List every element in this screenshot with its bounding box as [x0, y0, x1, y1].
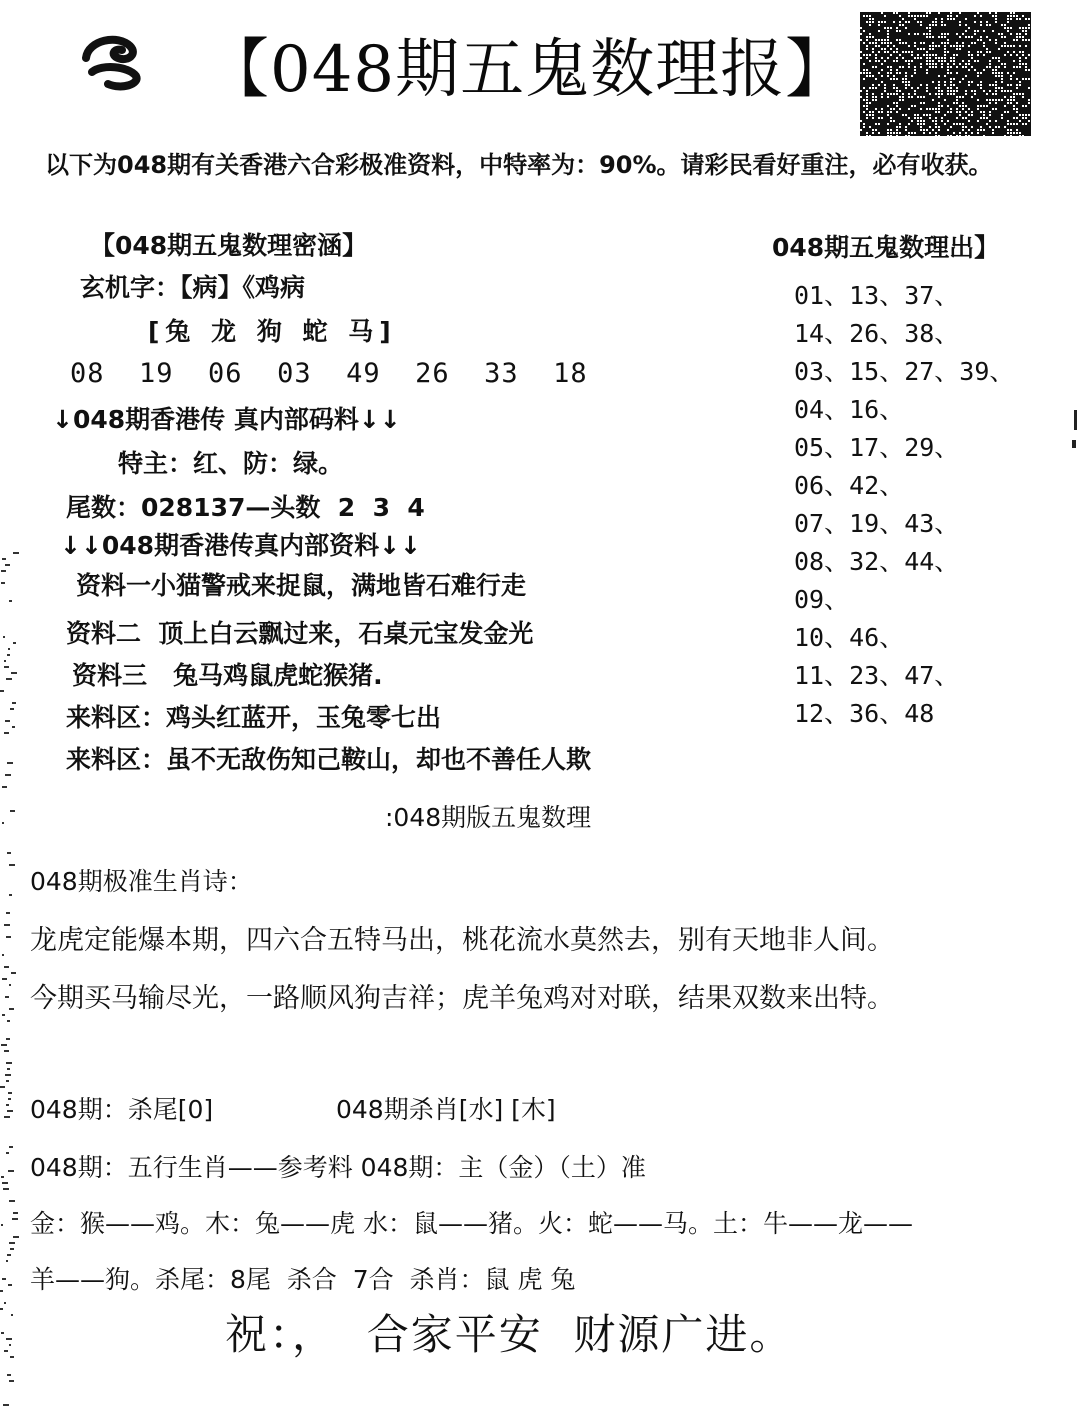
elements-mapping-2: 羊——狗。杀尾：8尾 杀合 7合 杀肖：鼠 虎 兔	[30, 1265, 576, 1294]
logo	[78, 28, 146, 96]
intro-text: 以下为048期有关香港六合彩极准资料，中特率为：90%。请彩民看好重注，必有收获。	[45, 151, 993, 179]
poem-line-1: 龙虎定能爆本期，四六合五特马出，桃花流水莫然去，别有天地非人间。	[30, 925, 894, 956]
page-title: 【048期五鬼数理报】	[205, 33, 851, 107]
source-area-two: 来料区：虽不无敌伤知己鞍山，却也不善任人欺	[66, 745, 592, 774]
scan-edge-mark	[1066, 380, 1080, 480]
xuanji-line: 玄机字：【病】《鸡病	[80, 273, 306, 302]
number-row-8: 08、32、44、	[794, 547, 960, 576]
kill-zodiac: 048期杀肖[水] [木]	[336, 1095, 556, 1124]
number-row-12: 12、36、48	[794, 699, 935, 728]
blessing: 祝：， 合家平安 财源广进。	[225, 1310, 794, 1359]
special-color: 特主：红、防：绿。	[118, 449, 344, 478]
zodiac-list: [兔 龙 狗 蛇 马]	[148, 317, 397, 346]
elements-mapping-1: 金：猴——鸡。木：兔——虎 水：鼠——猪。火：蛇——马。土：牛——龙——	[30, 1209, 913, 1238]
number-row-2: 14、26、38、	[794, 319, 960, 348]
hk-data-line: ↓↓048期香港传真内部资料↓↓	[60, 531, 421, 560]
five-elements-line: 048期：五行生肖——参考料 048期：主（金）（土）准	[30, 1153, 646, 1182]
number-row-9: 09、	[794, 585, 850, 614]
number-row-10: 10、46、	[794, 623, 905, 652]
lucky-numbers: 08 19 06 03 49 26 33 18	[70, 358, 588, 389]
left-section-title: 【048期五鬼数理密涵】	[90, 231, 368, 260]
data-one: 资料一小猫警戒来捉鼠，满地皆石难行走	[76, 571, 527, 600]
edition-caption: :048期版五鬼数理	[385, 803, 592, 832]
qr-code[interactable]	[860, 12, 1031, 136]
data-two: 资料二 顶上白云飘过来，石桌元宝发金光	[66, 619, 534, 648]
right-section-title: 048期五鬼数理出】	[772, 233, 1000, 262]
kill-tail: 048期：杀尾[0]	[30, 1095, 214, 1124]
number-row-11: 11、23、47、	[794, 661, 960, 690]
number-row-4: 04、16、	[794, 395, 905, 424]
poem-line-2: 今期买马输尽光，一路顺风狗吉祥；虎羊兔鸡对对联，结果双数来出特。	[30, 983, 894, 1014]
number-row-5: 05、17、29、	[794, 433, 960, 462]
tail-head-numbers: 尾数：028137—头数 2 3 4	[66, 493, 425, 522]
number-row-7: 07、19、43、	[794, 509, 960, 538]
data-three: 资料三 兔马鸡鼠虎蛇猴猪.	[72, 661, 383, 690]
number-row-3: 03、15、27、39、	[794, 357, 1015, 386]
number-row-1: 01、13、37、	[794, 281, 960, 310]
poem-title: 048期极准生肖诗：	[30, 867, 253, 896]
hk-code-line: ↓048期香港传 真内部码料↓↓	[52, 405, 401, 434]
number-row-6: 06、42、	[794, 471, 905, 500]
scan-edge-noise	[0, 540, 22, 1410]
source-area-one: 来料区：鸡头红蓝开，玉兔零七出	[66, 703, 442, 732]
